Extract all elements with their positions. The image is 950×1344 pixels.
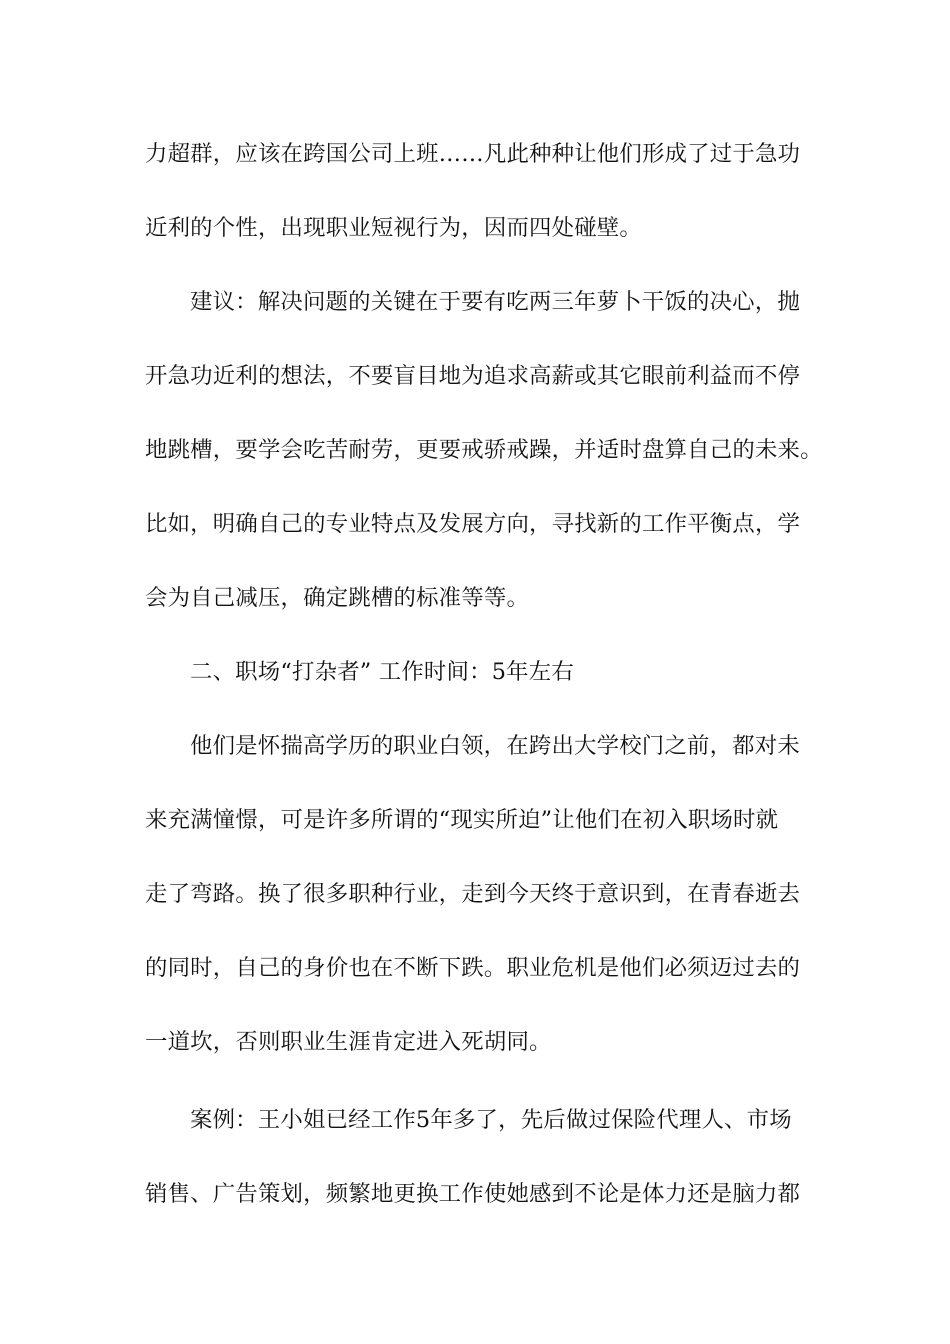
paragraph-start-line: 建议：解决问题的关键在于要有吃两三年萝卜干饭的决心，抛 — [190, 289, 800, 315]
paragraph-start-line: 他们是怀揣高学历的职业白领，在跨出大学校门之前，都对未 — [190, 733, 800, 759]
text-line: 会为自己减压，确定跳槽的标准等等。 — [145, 585, 530, 611]
text-line: 来充满憧憬，可是许多所谓的“现实所迫”让他们在初入职场时就 — [145, 807, 779, 833]
text-line: 比如，明确自己的专业特点及发展方向，寻找新的工作平衡点，学 — [145, 511, 801, 537]
text-line: 的同时，自己的身价也在不断下跌。职业危机是他们必须迈过去的 — [145, 955, 801, 981]
text-line: 一道坎，否则职业生涯肯定进入死胡同。 — [145, 1029, 552, 1055]
text-line: 走了弯路。换了很多职种行业，走到今天终于意识到，在青春逝去 — [145, 881, 801, 907]
paragraph-start-line: 案例：王小姐已经工作5年多了，先后做过保险代理人、市场 — [190, 1107, 792, 1133]
section-heading: 二、职场“打杂者” 工作时间：5年左右 — [190, 659, 574, 685]
text-line: 销售、广告策划，频繁地更换工作使她感到不论是体力还是脑力都 — [145, 1181, 801, 1207]
text-line: 开急功近利的想法，不要盲目地为追求高薪或其它眼前利益而不停 — [145, 363, 801, 389]
text-line: 地跳槽，要学会吃苦耐劳，更要戒骄戒躁，并适时盘算自己的未来。 — [145, 437, 823, 463]
text-line: 近利的个性，出现职业短视行为，因而四处碰壁。 — [145, 215, 642, 241]
text-line: 力超群，应该在跨国公司上班……凡此种种让他们形成了过于急功 — [145, 141, 801, 167]
